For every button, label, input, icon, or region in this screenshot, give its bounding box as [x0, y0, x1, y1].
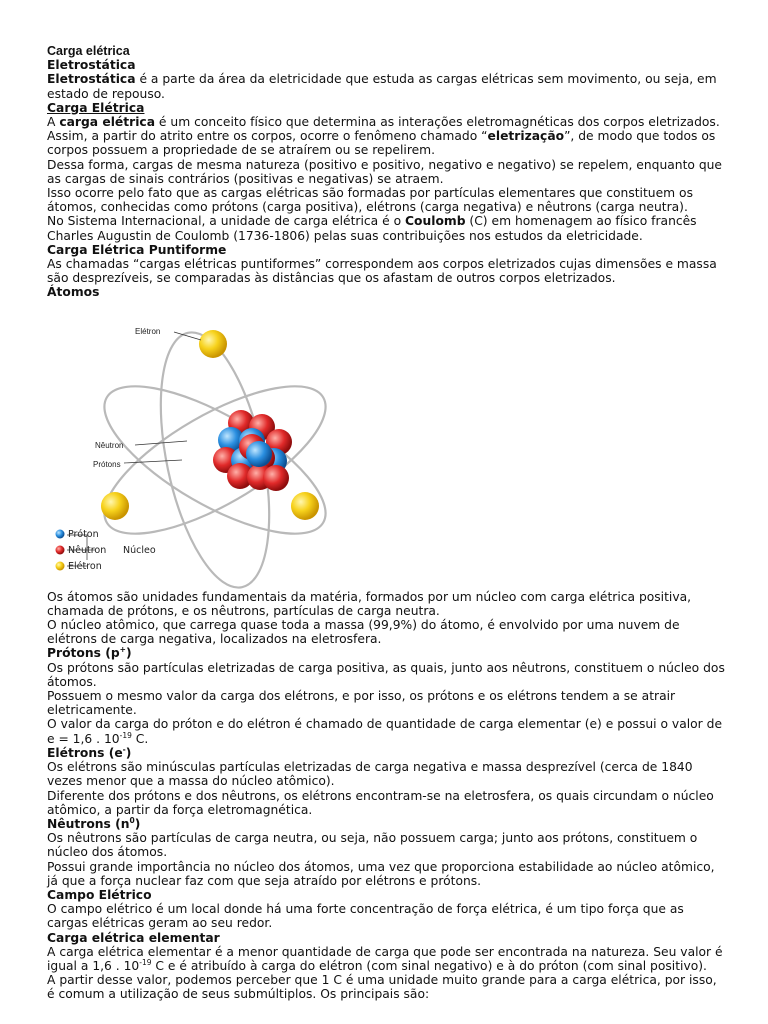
text: )	[125, 646, 132, 661]
legend-neutron: Nêutron	[68, 544, 107, 556]
text: O valor da carga do próton e do elétron é chamado de quantidade de carga elementar (e) e possui o valor de e = 1,6 . 10	[47, 717, 723, 746]
label-neutron: Nêutron	[95, 440, 124, 450]
nucleus	[213, 410, 292, 491]
electron-top	[199, 330, 227, 358]
paragraph	[47, 129, 727, 157]
legend-nucleo: Núcleo	[123, 544, 156, 556]
superscript: 0	[129, 815, 135, 825]
heading-campo-eletrico: Campo Elétrico	[47, 887, 152, 902]
superscript: -19	[139, 957, 152, 967]
heading-carga-eletrica: Carga Elétrica	[47, 100, 145, 115]
text: é um conceito físico que determina as interações eletromagnéticas dos corpos eletrizados.	[155, 115, 720, 130]
legend-electron-icon	[56, 561, 65, 570]
heading-eletrons	[47, 746, 727, 760]
bold-term: carga elétrica	[59, 115, 156, 130]
heading-atomos: Átomos	[47, 285, 100, 300]
paragraph: O campo elétrico é um local donde há uma forte concentração de força elétrica, é um tipo força que as cargas elétricas geram ao seu redor.	[47, 902, 684, 931]
bold-term: eletrização	[487, 129, 565, 144]
document-title: Carga elétrica	[47, 44, 130, 58]
heading-carga-elementar: Carga elétrica elementar	[47, 930, 220, 945]
text: Prótons (p	[47, 646, 120, 661]
text: A carga elétrica elementar é a menor quantidade de carga que pode ser encontrada na natureza. Seu valor é igual a 1,6 . 10	[47, 944, 723, 973]
heading-neutrons	[47, 817, 727, 831]
paragraph: Diferente dos prótons e dos nêutrons, os elétrons encontram-se na eletrosfera, os quais circundam o núcleo atômico, a partir da força eletromagnética.	[47, 788, 714, 817]
text: )	[125, 745, 132, 760]
paragraph: A partir desse valor, podemos perceber que 1 C é uma unidade muito grande para a carga elétrica, por isso, é comum a utilização de seus submúltiplos. Os principais são:	[47, 973, 717, 1002]
superscript: -19	[119, 730, 132, 740]
legend-neutron-icon	[56, 545, 65, 554]
text: )	[134, 816, 141, 831]
paragraph: As chamadas “cargas elétricas puntiformes” correspondem aos corpos eletrizados cujas dimensões e massa são desprezíveis, se comparadas às distâncias que os afastam de outros corpos eletrizados.	[47, 257, 717, 286]
superscript: +	[119, 645, 126, 655]
paragraph: Os prótons são partículas eletrizadas de carga positiva, as quais, junto aos nêutrons, constituem o núcleo dos átomos.	[47, 660, 725, 689]
text: No Sistema Internacional, a unidade de carga elétrica é o	[47, 214, 405, 229]
paragraph: Os átomos são unidades fundamentais da matéria, formados por um núcleo com carga elétrica positiva, chamada de prótons, e os nêutrons, partículas de carga neutra.	[47, 589, 692, 618]
paragraph: Possui grande importância no núcleo dos átomos, uma vez que proporciona estabilidade ao núcleo atômico, já que a força nuclear faz com que seja atraído por elétrons e prótons.	[47, 859, 715, 888]
document-body	[47, 44, 727, 1002]
paragraph	[47, 717, 727, 745]
text: é a parte da área da eletricidade que estuda as cargas elétricas sem movimento, ou seja, em estado de repouso.	[47, 72, 717, 101]
legend-proton: Próton	[68, 528, 99, 540]
paragraph	[47, 945, 727, 973]
superscript: -	[122, 744, 126, 754]
paragraph	[47, 214, 727, 242]
paragraph: Possuem o mesmo valor da carga dos elétrons, e por isso, os prótons e os elétrons tendem a se atrair eletricamente.	[47, 689, 676, 718]
legend-eletron: Elétron	[68, 560, 102, 572]
bold-term: Eletrostática	[47, 72, 136, 87]
paragraph: Isso ocorre pelo fato que as cargas elétricas são formadas por partículas elementares que constituem os átomos, conhecidas como prótons (carga positiva), elétrons (carga negativa) e nêutrons (carga neutra).	[47, 186, 693, 215]
label-eletron: Elétron	[135, 326, 161, 336]
paragraph-eletrostatica	[47, 72, 727, 100]
paragraph: O núcleo atômico, que carrega quase toda a massa (99,9%) do átomo, é envolvido por uma nuvem de elétrons de carga negativa, localizados na eletrosfera.	[47, 618, 680, 647]
paragraph: Os elétrons são minúsculas partículas eletrizadas de carga negativa e massa desprezível (cerca de 1840 vezes menor que a massa do núcleo atômico).	[47, 760, 693, 789]
text: Assim, a partir do atrito entre os corpos, ocorre o fenômeno chamado “	[47, 129, 488, 144]
paragraph: Os nêutrons são partículas de carga neutra, ou seja, não possuem carga; junto aos prótons, constituem o núcleo dos átomos.	[47, 831, 698, 860]
electron-right	[291, 492, 319, 520]
text: (C) em homenagem ao físico francês Charles Augustin de Coulomb (1736-1806) pelas suas contribuições nos estudos da eletricidade.	[47, 214, 697, 243]
electron-left	[101, 492, 129, 520]
heading-carga-puntiforme: Carga Elétrica Puntiforme	[47, 242, 227, 257]
paragraph	[47, 115, 727, 129]
legend-proton-icon	[56, 529, 65, 538]
text: Elétrons (e	[47, 745, 123, 760]
paragraph: Dessa forma, cargas de mesma natureza (positivo e positivo, negativo e negativo) se repelem, enquanto que as cargas de sinais contrários (positivas e negativas) se atraem.	[47, 157, 722, 186]
text: C.	[131, 731, 149, 746]
heading-eletrostatica: Eletrostática	[47, 58, 136, 73]
text: C e é atribuído à carga do elétron (com sinal negativo) e à do próton (com sinal positivo).	[151, 958, 707, 973]
text: Nêutrons (n	[47, 816, 130, 831]
text: ”, de modo que todos os corpos possuem a propriedade de se atraírem ou se repelirem.	[47, 129, 716, 158]
label-protons: Prótons	[93, 459, 121, 469]
text: A	[47, 115, 60, 130]
atom-diagram	[47, 300, 727, 590]
heading-protons	[47, 646, 727, 660]
bold-term: Coulomb	[405, 214, 466, 229]
